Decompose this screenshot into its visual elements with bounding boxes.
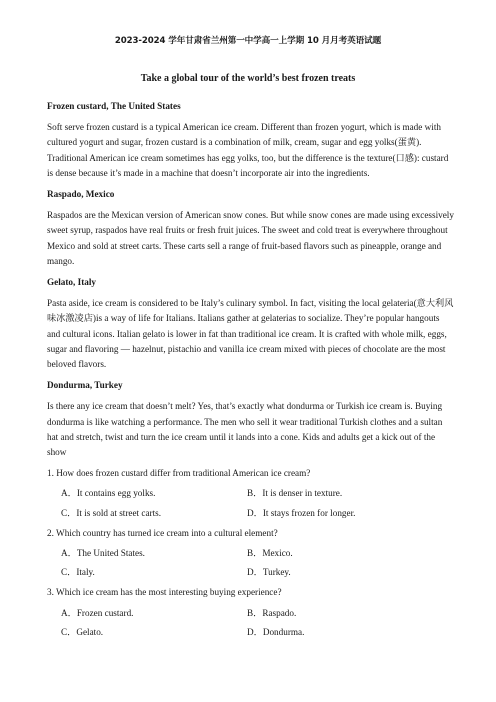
- passage-title: Take a global tour of the world’s best frozen treats: [140, 73, 356, 84]
- section-heading: Frozen custard, The United States: [47, 101, 181, 111]
- section-text: Pasta aside, ice cream is considered to be Italy’s culinary symbol. In fact, visiting the local gelateria(意大利风味冰激凌店)is a way of life for Italians. Italians gather at gelaterias to socialize. They’re popular hangouts and cultural icons. Italian gelato is lower in fat than traditional ice cream. It is crafted with whole milk, eggs, sugar and flavoring — hazelnut, pistachio and vanilla ice cream mixed with pieces of chocolate are the most beloved flavors.: [47, 298, 454, 370]
- question-options: [47, 486, 455, 520]
- option-b[interactable]: B．It is denser in texture.: [247, 488, 343, 499]
- section-heading: Gelato, Italy: [47, 277, 96, 288]
- option-d[interactable]: D．Turkey.: [247, 567, 291, 578]
- option-d[interactable]: D．It stays frozen for longer.: [247, 507, 356, 518]
- question-text: 1. How does frozen custard differ from traditional American ice cream?: [47, 468, 311, 479]
- option-c[interactable]: C．It is sold at street carts.: [61, 507, 162, 518]
- section-heading: Dondurma, Turkey: [47, 380, 123, 391]
- option-b[interactable]: B．Mexico.: [247, 548, 293, 559]
- question-options: [47, 546, 455, 580]
- option-a[interactable]: A．Frozen custard.: [61, 607, 134, 618]
- option-a[interactable]: A．It contains egg yolks.: [61, 488, 156, 499]
- section-text: Raspados are the Mexican version of American snow cones. But while snow cones are made using excessively sweet syrup, raspados have real fruits or fresh fruit juices. The sweet and cold treat is everywhere throughout Mexico and sold at street carts. These carts sell a range of fruit-based flavors such as pineapple, orange and mango.: [47, 210, 454, 266]
- option-d[interactable]: D．Dondurma.: [247, 626, 305, 637]
- option-c[interactable]: C．Italy.: [61, 567, 95, 578]
- passage-body: [47, 93, 455, 645]
- section-heading: Raspado, Mexico: [47, 189, 115, 200]
- option-b[interactable]: B．Raspado.: [247, 607, 297, 618]
- section-text: Soft serve frozen custard is a typical American ice cream. Different than frozen yogurt, which is made with cultured yogurt and sugar, frozen custard is a combination of milk, cream, sugar and egg yolks(蛋黄). Traditional American ice cream sometimes has egg yolks, too, but the difference is the texture(口感): custard is dense because it’s made in a machine that doesn’t incorporate air into the ingredients.: [47, 122, 449, 178]
- option-c[interactable]: C．Gelato.: [61, 626, 104, 637]
- question-options: [47, 606, 455, 640]
- question-text: 3. Which ice cream has the most interesting buying experience?: [47, 587, 282, 598]
- option-a[interactable]: A．The United States.: [61, 548, 145, 559]
- section-text: Is there any ice cream that doesn’t melt? Yes, that’s exactly what dondurma or Turkish ice cream is. Buying dondurma is like watching a performance. The men who sell it wear traditional Turkish clothes and a sultan hat and stretch, twist and turn the ice cream until it lands into a cone. Kids and adults get a kick out of the show: [47, 401, 443, 458]
- exam-title: 2023-2024 学年甘肃省兰州第一中学高一上学期 10 月月考英语试题: [114, 36, 382, 46]
- question-text: 2. Which country has turned ice cream into a cultural element?: [47, 527, 278, 538]
